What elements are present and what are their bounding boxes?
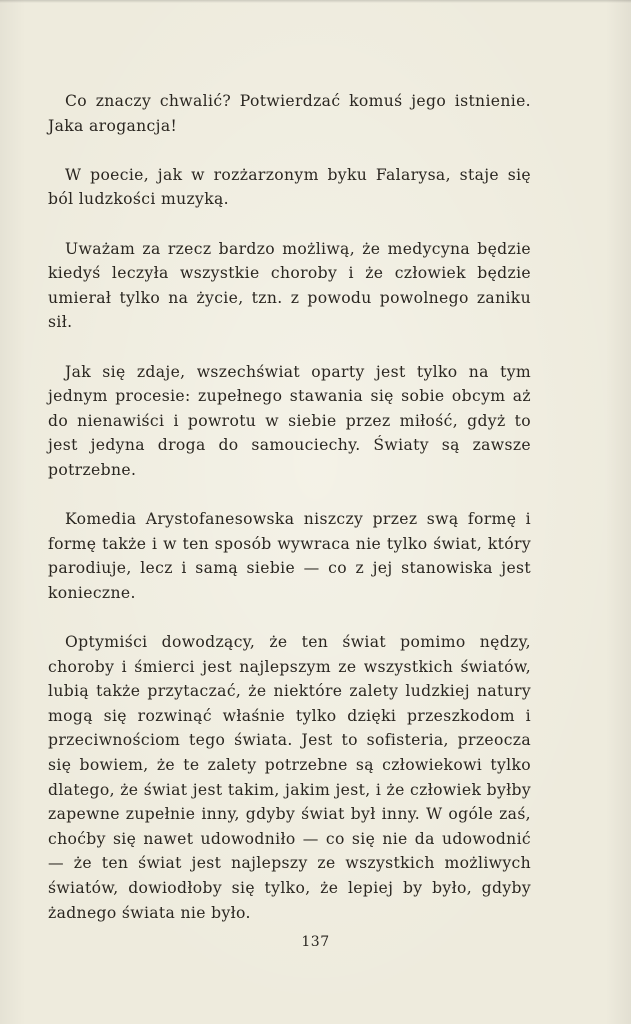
paragraph: Komedia Arystofanesowska niszczy przez swą formę i formę także i w ten sposób wywraca nie tylko świat, który parodiuje, lecz i samą siebie — co z jej stanowiska jest konieczne.	[48, 510, 531, 602]
page-number: 137	[301, 934, 330, 950]
page-top-edge	[0, 0, 631, 3]
paragraph: W poecie, jak w rozżarzonym byku Falarysa, staje się ból ludzkości muzyką.	[48, 165, 531, 209]
text-body	[48, 89, 531, 925]
paragraph: Co znaczy chwalić? Potwierdzać komuś jego istnienie. Jaka arogancja!	[48, 92, 531, 135]
paragraph: Jak się zdaje, wszechświat oparty jest tylko na tym jednym procesie: zupełnego stawania się sobie obcym aż do nienawiści i powrotu w siebie przez miłość, gdyż to jest jedyna droga do samouciechy. Światy są zawsze potrzebne.	[48, 362, 531, 479]
paragraph: Uważam za rzecz bardzo możliwą, że medycyna będzie kiedyś leczyła wszystkie choroby i że człowiek będzie umierał tylko na życie, tzn. z powodu powolnego zaniku sił.	[48, 239, 531, 332]
paragraph: Optymiści dowodzący, że ten świat pomimo nędzy, choroby i śmierci jest najlepszym ze wszystkich światów, lubią także przytaczać, że niektóre zalety ludzkiej natury mogą się rozwinąć właśnie tylko dzięki przeszkodom i przeciwnościom tego świata. Jest to sofisteria, przeocza się bowiem, że te zalety potrzebne są człowiekowi tylko dlatego, że świat jest takim, jakim jest, i że człowiek byłby zapewne zupełnie inny, gdyby świat był inny. W ogóle zaś, choćby się nawet udowodniło — co się nie da udowodnić — że ten świat jest najlepszy ze wszystkich możliwych światów, dowiodłoby się tylko, że lepiej by było, gdyby żadnego świata nie było.	[48, 633, 531, 922]
